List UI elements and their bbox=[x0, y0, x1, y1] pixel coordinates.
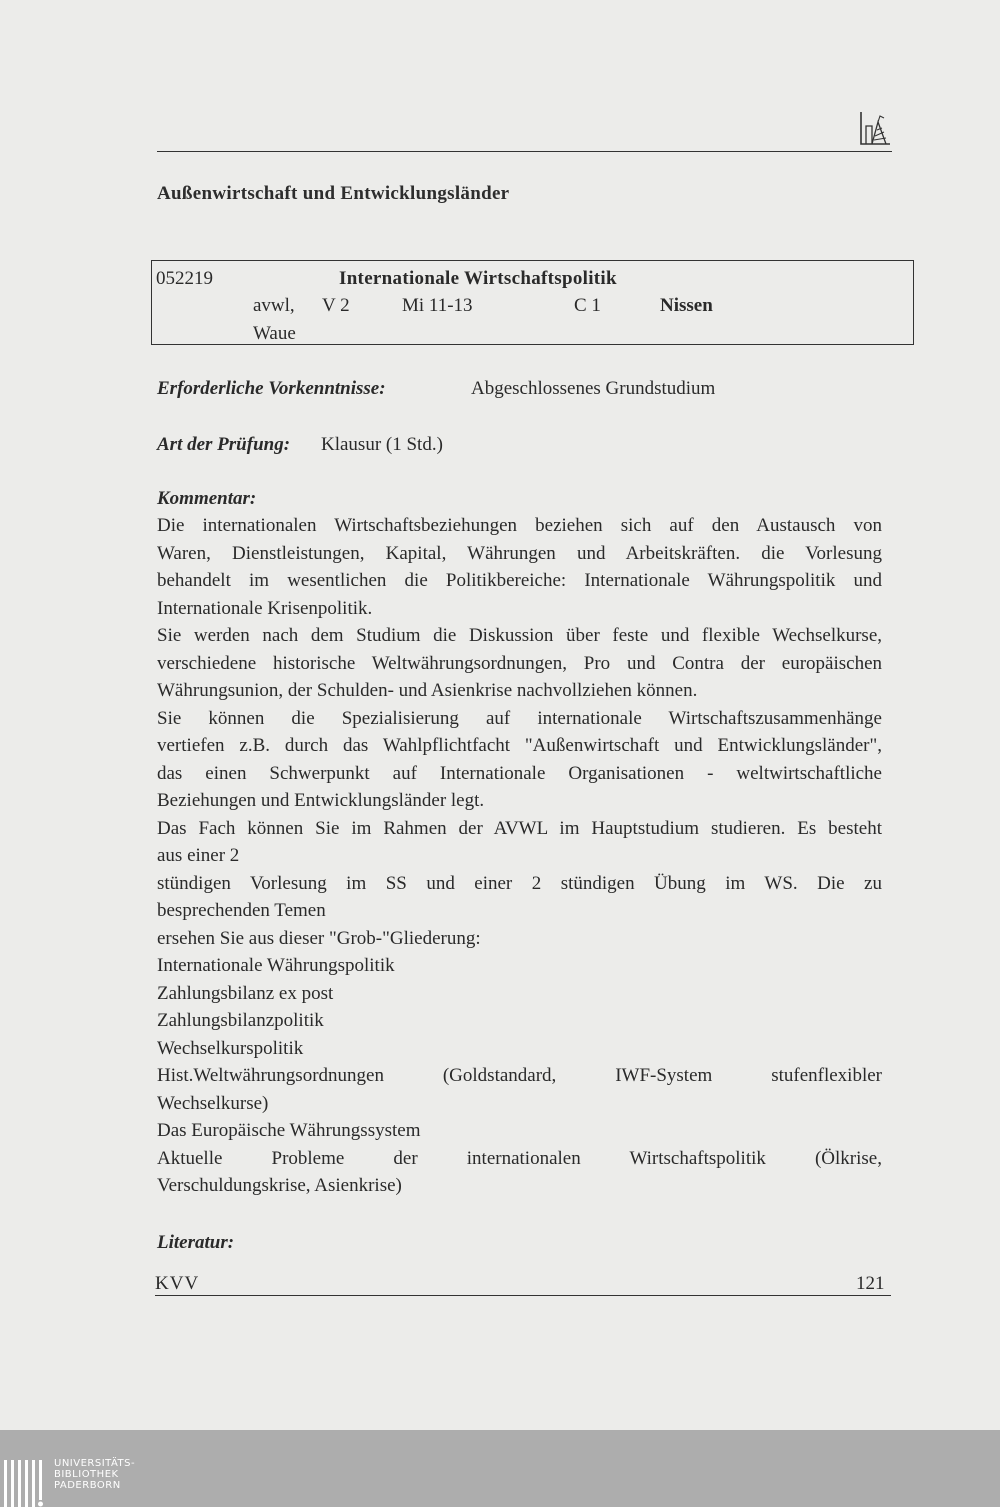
course-lecturer: Nissen bbox=[660, 295, 713, 316]
course-title: Internationale Wirtschaftspolitik bbox=[339, 268, 617, 289]
outline-item: Aktuelle Probleme der internationalen Wirtschaftspolitik (Ölkrise, bbox=[157, 1147, 882, 1169]
comment-line: verschiedene historische Weltwährungsordnungen, Pro und Contra der europäischen bbox=[157, 652, 882, 674]
library-name bbox=[54, 1458, 135, 1491]
comment-line: Sie werden nach dem Studium die Diskussion über feste und flexible Wechselkurse, bbox=[157, 625, 882, 646]
section-title: Außenwirtschaft und Entwicklungsländer bbox=[157, 183, 510, 204]
literature-label: Literatur: bbox=[157, 1232, 235, 1253]
comment-line: stündigen Vorlesung im SS und einer 2 stündigen Übung im WS. Die zu bbox=[157, 872, 882, 894]
outline-item: Internationale Währungspolitik bbox=[157, 955, 395, 976]
footer-label: KVV bbox=[155, 1273, 200, 1294]
header-rule bbox=[157, 151, 892, 152]
comment-line: vertiefen z.B. durch das Wahlpflichtfacht "Außenwirtschaft und Entwicklungsländer", bbox=[157, 735, 882, 756]
comment-line: Sie können die Spezialisierung auf internationale Wirtschaftszusammenhänge bbox=[157, 707, 882, 729]
comment-line: Beziehungen und Entwicklungsländer legt. bbox=[157, 790, 485, 811]
library-name-line: UNIVERSITÄTS- bbox=[54, 1458, 136, 1469]
page-number: 121 bbox=[856, 1273, 885, 1294]
comment-line: Währungsunion, der Schulden- und Asienkrise nachvollziehen können. bbox=[157, 680, 698, 701]
course-type: V 2 bbox=[322, 295, 350, 316]
library-logo-icon bbox=[4, 1460, 48, 1507]
comment-line: besprechenden Temen bbox=[157, 900, 326, 921]
course-area: avwl, bbox=[253, 295, 295, 316]
exam-value: Klausur (1 Std.) bbox=[321, 434, 443, 455]
comment-line: behandelt im wesentlichen die Politikbereiche: Internationale Währungspolitik und bbox=[157, 570, 882, 591]
comment-label: Kommentar: bbox=[157, 488, 257, 509]
exam-label: Art der Prüfung: bbox=[157, 434, 291, 455]
outline-item: Zahlungsbilanzpolitik bbox=[157, 1010, 324, 1031]
course-time: Mi 11-13 bbox=[402, 295, 473, 316]
course-info-box bbox=[151, 260, 914, 345]
outline-item: Verschuldungskrise, Asienkrise) bbox=[157, 1175, 402, 1196]
university-logo-icon bbox=[858, 110, 892, 146]
outline-item: Das Europäische Währungssystem bbox=[157, 1120, 421, 1141]
course-number: 052219 bbox=[156, 268, 213, 289]
outline-item: Hist.Weltwährungsordnungen (Goldstandard, IWF-System stufenflexibler bbox=[157, 1065, 882, 1086]
outline-item: Wechselkurse) bbox=[157, 1092, 269, 1114]
comment-body bbox=[157, 512, 882, 1200]
course-room: C 1 bbox=[574, 295, 601, 316]
comment-line: Die internationalen Wirtschaftsbeziehungen beziehen sich auf den Austausch von bbox=[157, 515, 882, 536]
library-banner bbox=[0, 1430, 1000, 1507]
course-area-continued: Waue bbox=[253, 323, 296, 344]
prerequisites-value: Abgeschlossenes Grundstudium bbox=[471, 378, 716, 399]
outline-item: Zahlungsbilanz ex post bbox=[157, 982, 334, 1004]
library-name-line: BIBLIOTHEK bbox=[54, 1469, 119, 1480]
library-name-line: PADERBORN bbox=[54, 1480, 121, 1491]
footer-rule bbox=[155, 1295, 891, 1296]
comment-line: das einen Schwerpunkt auf Internationale Organisationen - weltwirtschaftliche bbox=[157, 762, 882, 784]
prerequisites-label: Erforderliche Vorkenntnisse: bbox=[157, 378, 386, 399]
comment-line: Das Fach können Sie im Rahmen der AVWL im Hauptstudium studieren. Es besteht bbox=[157, 817, 882, 839]
comment-line: Waren, Dienstleistungen, Kapital, Währungen und Arbeitskräften. die Vorlesung bbox=[157, 542, 882, 564]
comment-line: Internationale Krisenpolitik. bbox=[157, 597, 373, 619]
comment-line: aus einer 2 bbox=[157, 845, 240, 866]
comment-line: ersehen Sie aus dieser "Grob-"Gliederung: bbox=[157, 927, 481, 949]
outline-item: Wechselkurspolitik bbox=[157, 1037, 304, 1059]
